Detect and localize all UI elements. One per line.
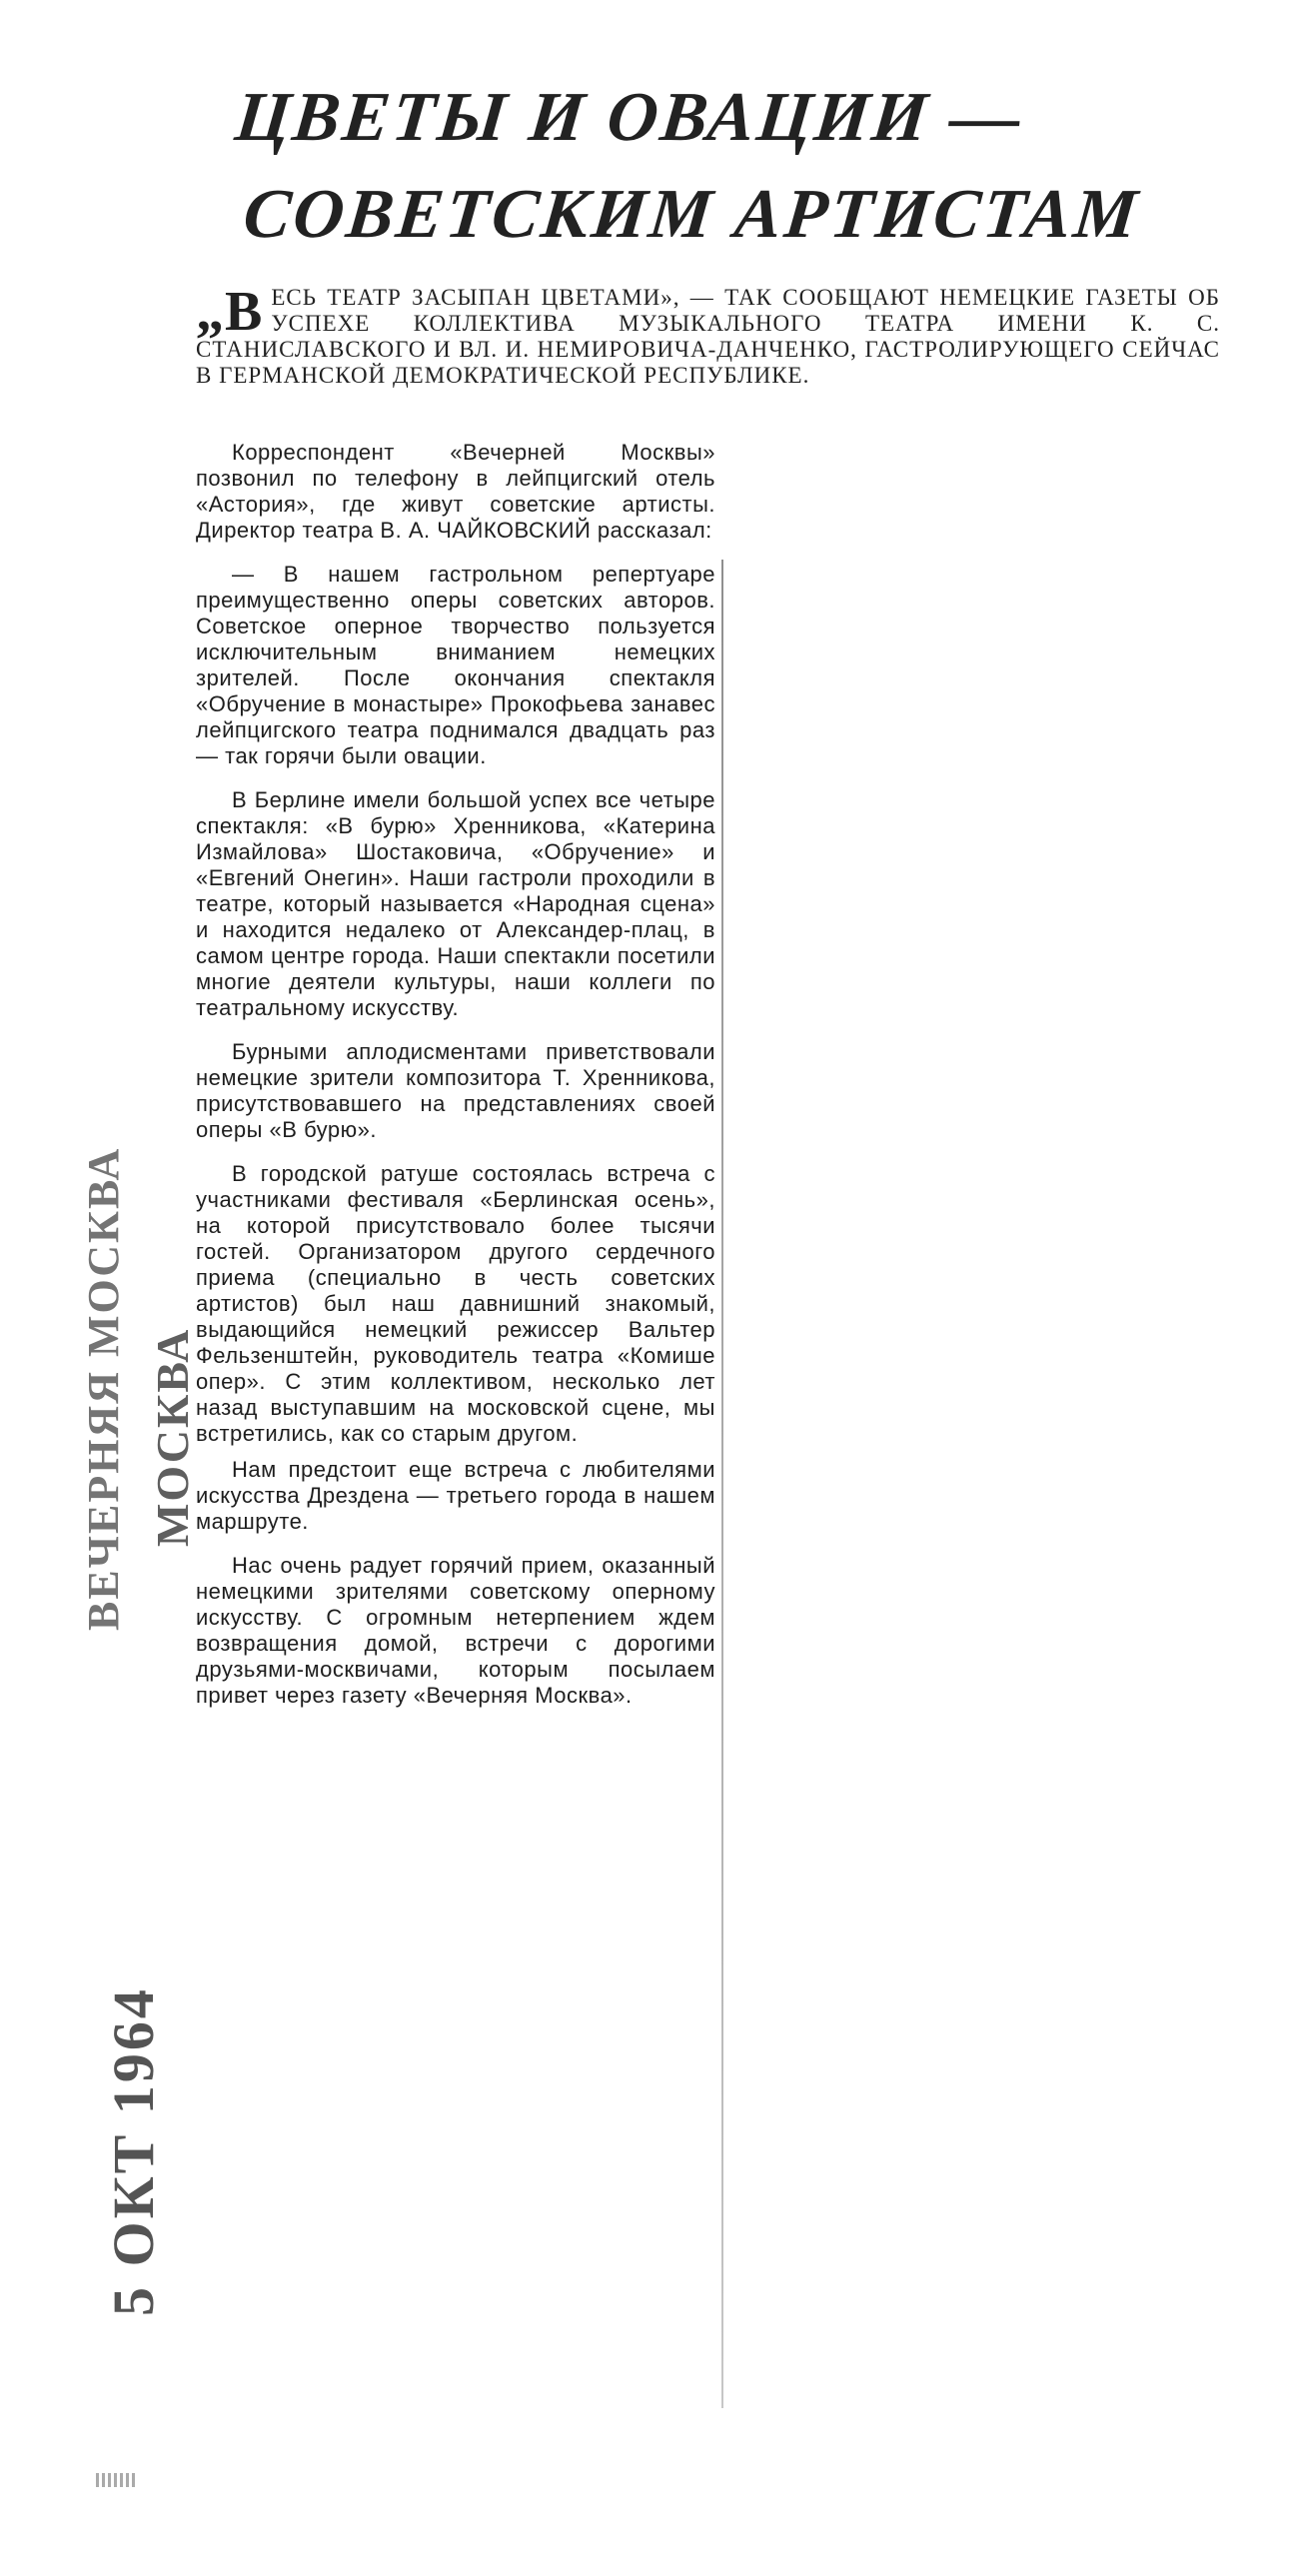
body-paragraph: В городской ратуше состоялась встреча с участниками фестиваля «Берлинская осень», на которой присутствовало более тысячи гостей. Организатором другого сердечного приема (специально в честь советских артистов) был наш давнишний знакомый, выдающийся немецкий режиссер Вальтер Фельзенштейн, руководитель театра «Комише опер». С этим коллективом, несколько лет назад выступавшим на московской сцене, мы встретились, как со старым другом. — [196, 1161, 715, 1446]
article-body — [196, 440, 715, 1719]
body-paragraph: Корреспондент «Вечерней Москвы» позвонил по телефону в лейпцигский отель «Астория», где живут советские артисты. Директор театра В. А. ЧАЙКОВСКИЙ рассказал: — [196, 440, 715, 543]
body-paragraph: Бурными аплодисментами приветствовали немецкие зрители композитора Т. Хренникова, присутствовавшего на представлениях своей оперы «В бурю». — [196, 1039, 715, 1142]
headline-line-1: ЦВЕТЫ И ОВАЦИИ — — [232, 79, 1028, 156]
lead-text: ЕСЬ ТЕАТР ЗАСЫПАН ЦВЕТАМИ», — ТАК СООБЩАЮТ НЕМЕЦКИЕ ГАЗЕТЫ ОБ УСПЕХЕ КОЛЛЕКТИВА МУЗЫКАЛЬНОГО ТЕАТРА ИМЕНИ К. С. СТАНИСЛАВСКОГО И ВЛ. И. НЕМИРОВИЧА-ДАНЧЕНКО, ГАСТРОЛИРУЮЩЕГО СЕЙЧАС В ГЕРМАНСКОЙ ДЕМОКРАТИЧЕСКОЙ РЕСПУБЛИКЕ. — [196, 285, 1220, 388]
body-paragraph: В Берлине имели большой успех все четыре спектакля: «В бурю» Хренникова, «Катерина Измайлова» Шостаковича, «Обручение» и «Евгений Онегин». Наши гастроли проходили в театре, который называется «Народная сцена» и находится недалеко от Александер-плац, в самом центре города. Наши спектакли посетили многие деятели культуры, наши коллеги по театральному искусству. — [196, 787, 715, 1020]
column-divider — [721, 560, 723, 2408]
body-paragraph: — В нашем гастрольном репертуаре преимущественно оперы советских авторов. Советское оперное творчество пользуется исключительным вниманием немецких зрителей. После окончания спектакля «Обручение в монастыре» Прокофьева занавес лейпцигского театра поднимался двадцать раз — так горячи были овации. — [196, 562, 715, 768]
body-paragraph: Нас очень радует горячий прием, оказанный немецкими зрителями советскому оперному искусству. С огромным нетерпением ждем возвращения домой, встречи с дорогими друзьями-москвичами, которым посылаем привет через газету «Вечерняя Москва». — [196, 1553, 715, 1708]
archive-stamp-date: 5 ОКТ 1964 — [101, 1986, 166, 2316]
lead-dropcap: „В — [196, 281, 264, 343]
body-paragraph: Нам предстоит еще встреча с любителями искусства Дрездена — третьего города в нашем маршруте. — [196, 1457, 715, 1534]
ink-smudge — [96, 2473, 136, 2487]
archive-stamp-newspaper: ВЕЧЕРНЯЯ МОСКВА — [79, 1146, 128, 1631]
headline-line-2: СОВЕТСКИМ АРТИСТАМ — [240, 176, 1144, 253]
archive-stamp-city: МОСКВА — [147, 1327, 198, 1547]
lead-paragraph — [196, 281, 1220, 389]
